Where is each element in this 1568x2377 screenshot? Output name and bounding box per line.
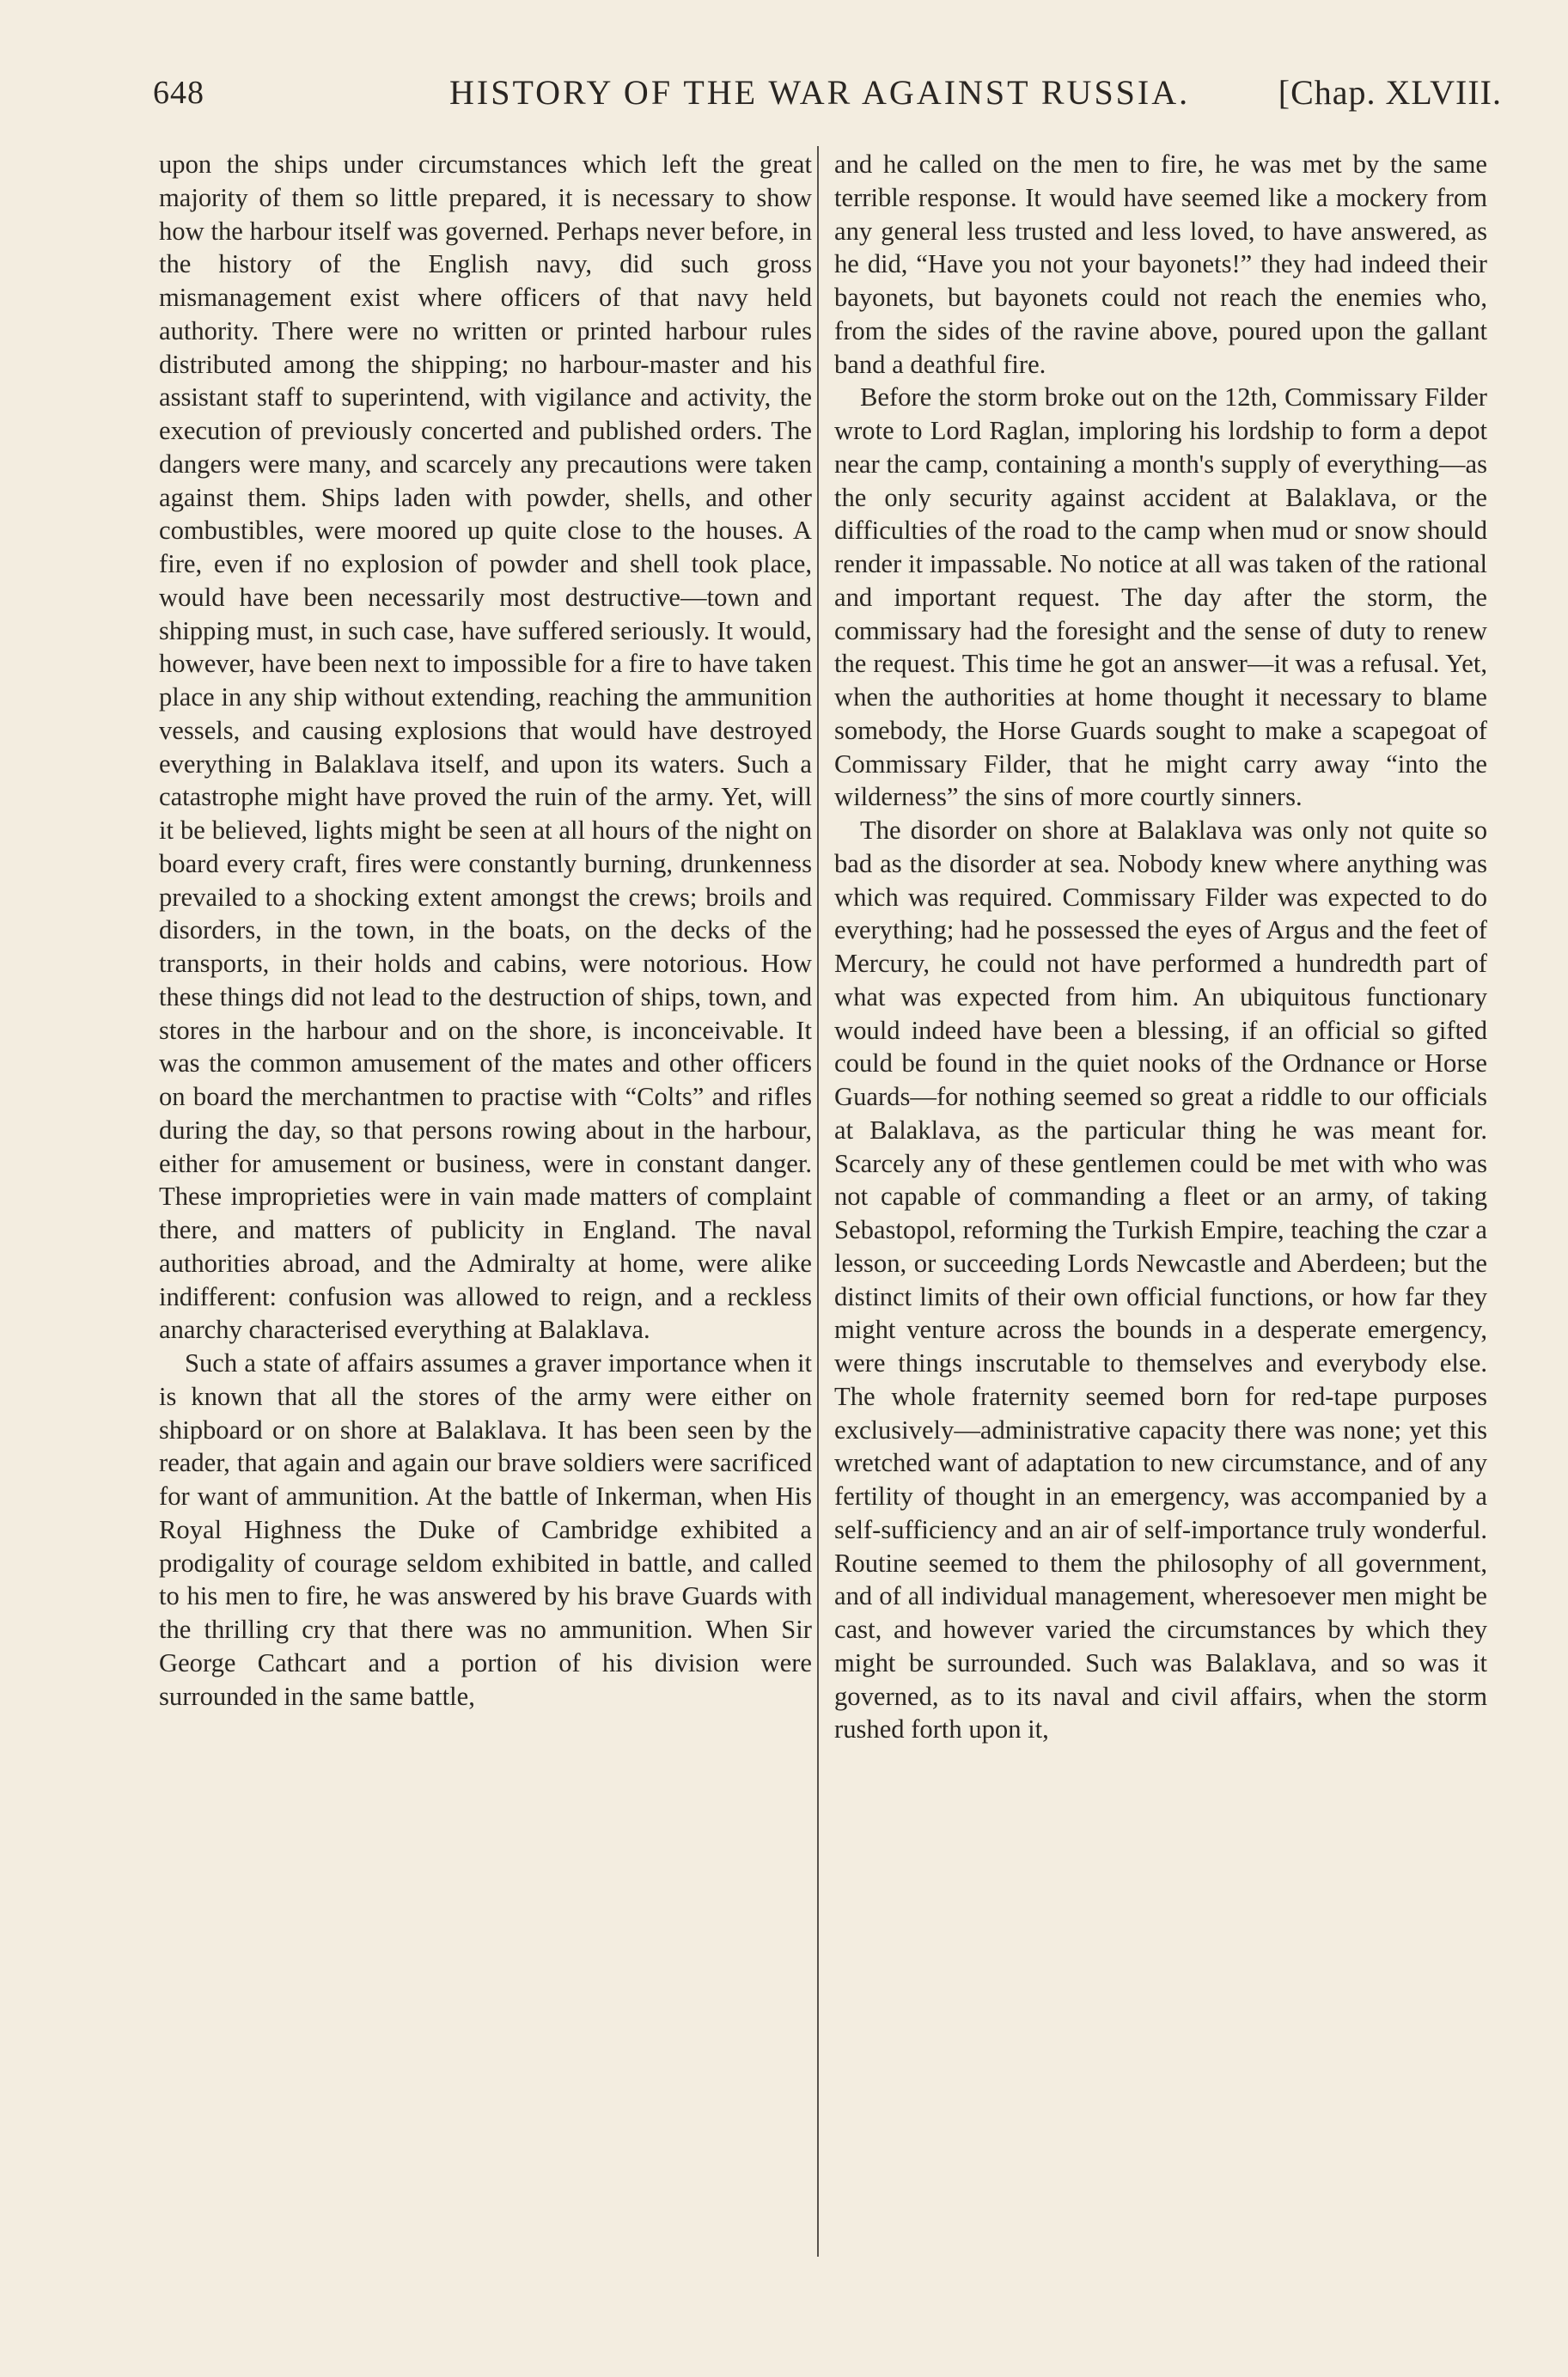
left-paragraph-2: Such a state of affairs assumes a graver importance when it is known that all the stores of the army were either on shipboard or on shore at Balaklava. It has been seen by the reader, that again and again our brave soldiers were sacrificed for want of ammunition. At the battle of Inkerman, when His Royal Highness the Duke of Cambridge exhibited a prodigality of courage seldom exhibited in battle, and called to his men to fire, he was answered by his brave Guards with the thrilling cry that there was no ammunition. When Sir George Cathcart and a portion of his division were surrounded in the same battle, — [159, 1348, 812, 1711]
page-number: 648 — [153, 75, 204, 111]
right-column — [834, 148, 1487, 1746]
column-divider — [817, 146, 819, 2257]
left-paragraph-1: upon the ships under circumstances which left the great majority of them so little prepared, it is necessary to show how the harbour itself was governed. Perhaps never before, in the history of the English navy, did such gross mismanagement exist where officers of that navy held authority. There were no written or printed harbour rules distributed among the shipping; no harbour-master and his assistant staff to superintend, with vigilance and activity, the execution of previously concerted and published orders. The dangers were many, and scarcely any precautions were taken against them. Ships laden with powder, shells, and other combustibles, were moored up quite close to the houses. A fire, even if no explosion of powder and shell took place, would have been necessarily most destructive—town and shipping must, in such case, have suffered seriously. It would, however, have been next to impossible for a fire to have taken place in any ship without extending, reaching the ammunition vessels, and causing explosions that would have destroyed everything in Balaklava itself, and upon its waters. Such a catastrophe might have proved the ruin of the army. Yet, will it be believed, lights might be seen at all hours of the night on board every craft, fires were constantly burning, drunkenness prevailed to a shocking extent amongst the crews; broils and disorders, in the town, in the boats, on the decks of the transports, in their holds and cabins, were notorious. How these things did not lead to the destruction of ships, town, and stores in the harbour and on the shore, is inconceivable. It was the common amusement of the mates and other officers on board the merchantmen to practise with “Colts” and rifles during the day, so that persons rowing about in the harbour, either for amusement or business, were in constant danger. These improprieties were in vain made matters of complaint there, and matters of publicity in England. The naval authorities abroad, and the Admiralty at home, were alike indifferent: confusion was allowed to reign, and a reckless anarchy characterised everything at Balaklava. — [159, 150, 812, 1345]
right-paragraph-2: Before the storm broke out on the 12th, Commissary Filder wrote to Lord Raglan, imploring his lordship to form a depot near the camp, containing a month's supply of everything—as the only security against accident at Balaklava, or the difficulties of the road to the camp when mud or snow should render it impassable. No notice at all was taken of the rational and important request. The day after the storm, the commissary had the foresight and the sense of duty to renew the request. This time he got an answer—it was a refusal. Yet, when the authorities at home thought it necessary to blame somebody, the Horse Guards sought to make a scapegoat of Commissary Filder, that he might carry away “into the wilderness” the sins of more courtly sinners. — [834, 382, 1487, 812]
right-paragraph-1: and he called on the men to fire, he was met by the same terrible response. It would have seemed like a mockery from any general less trusted and less loved, to have answered, as he did, “Have you not your bayonets!” they had indeed their bayonets, but bayonets could not reach the enemies who, from the sides of the ravine above, poured upon the gallant band a deathful fire. — [834, 150, 1487, 379]
page-header — [153, 65, 1502, 117]
chapter-reference: [Chap. XLVIII. — [1278, 73, 1502, 112]
left-column — [159, 148, 812, 1713]
right-paragraph-3: The disorder on shore at Balaklava was only not quite so bad as the disorder at sea. Nobody knew where anything was which was required. Commissary Filder was expected to do everything; had he possessed the eyes of Argus and the feet of Mercury, he could not have performed a hundredth part of what was expected from him. An ubiquitous functionary would indeed have been a blessing, if an official so gifted could be found in the quiet nooks of the Ordnance or Horse Guards—for nothing seemed so great a riddle to our officials at Balaklava, as the particular thing he was meant for. Scarcely any of these gentlemen could be met with who was not capable of commanding a fleet or an army, of taking Sebastopol, reforming the Turkish Empire, teaching the czar a lesson, or succeeding Lords Newcastle and Aberdeen; but the distinct limits of their own official functions, or how far they might venture across the bounds in a desperate emergency, were things inscrutable to themselves and everybody else. The whole fraternity seemed born for red-tape purposes exclusively—administrative capacity there was none; yet this wretched want of adaptation to new circumstance, and of any fertility of thought in an emergency, was accompanied by a self-sufficiency and an air of self-importance truly wonderful. Routine seemed to them the philosophy of all government, and of all individual management, wheresoever men might be cast, and however varied the circumstances by which they might be surrounded. Such was Balaklava, and so was it governed, as to its naval and civil affairs, when the storm rushed forth upon it, — [834, 816, 1487, 1745]
running-title: HISTORY OF THE WAR AGAINST RUSSIA. — [449, 73, 1191, 112]
